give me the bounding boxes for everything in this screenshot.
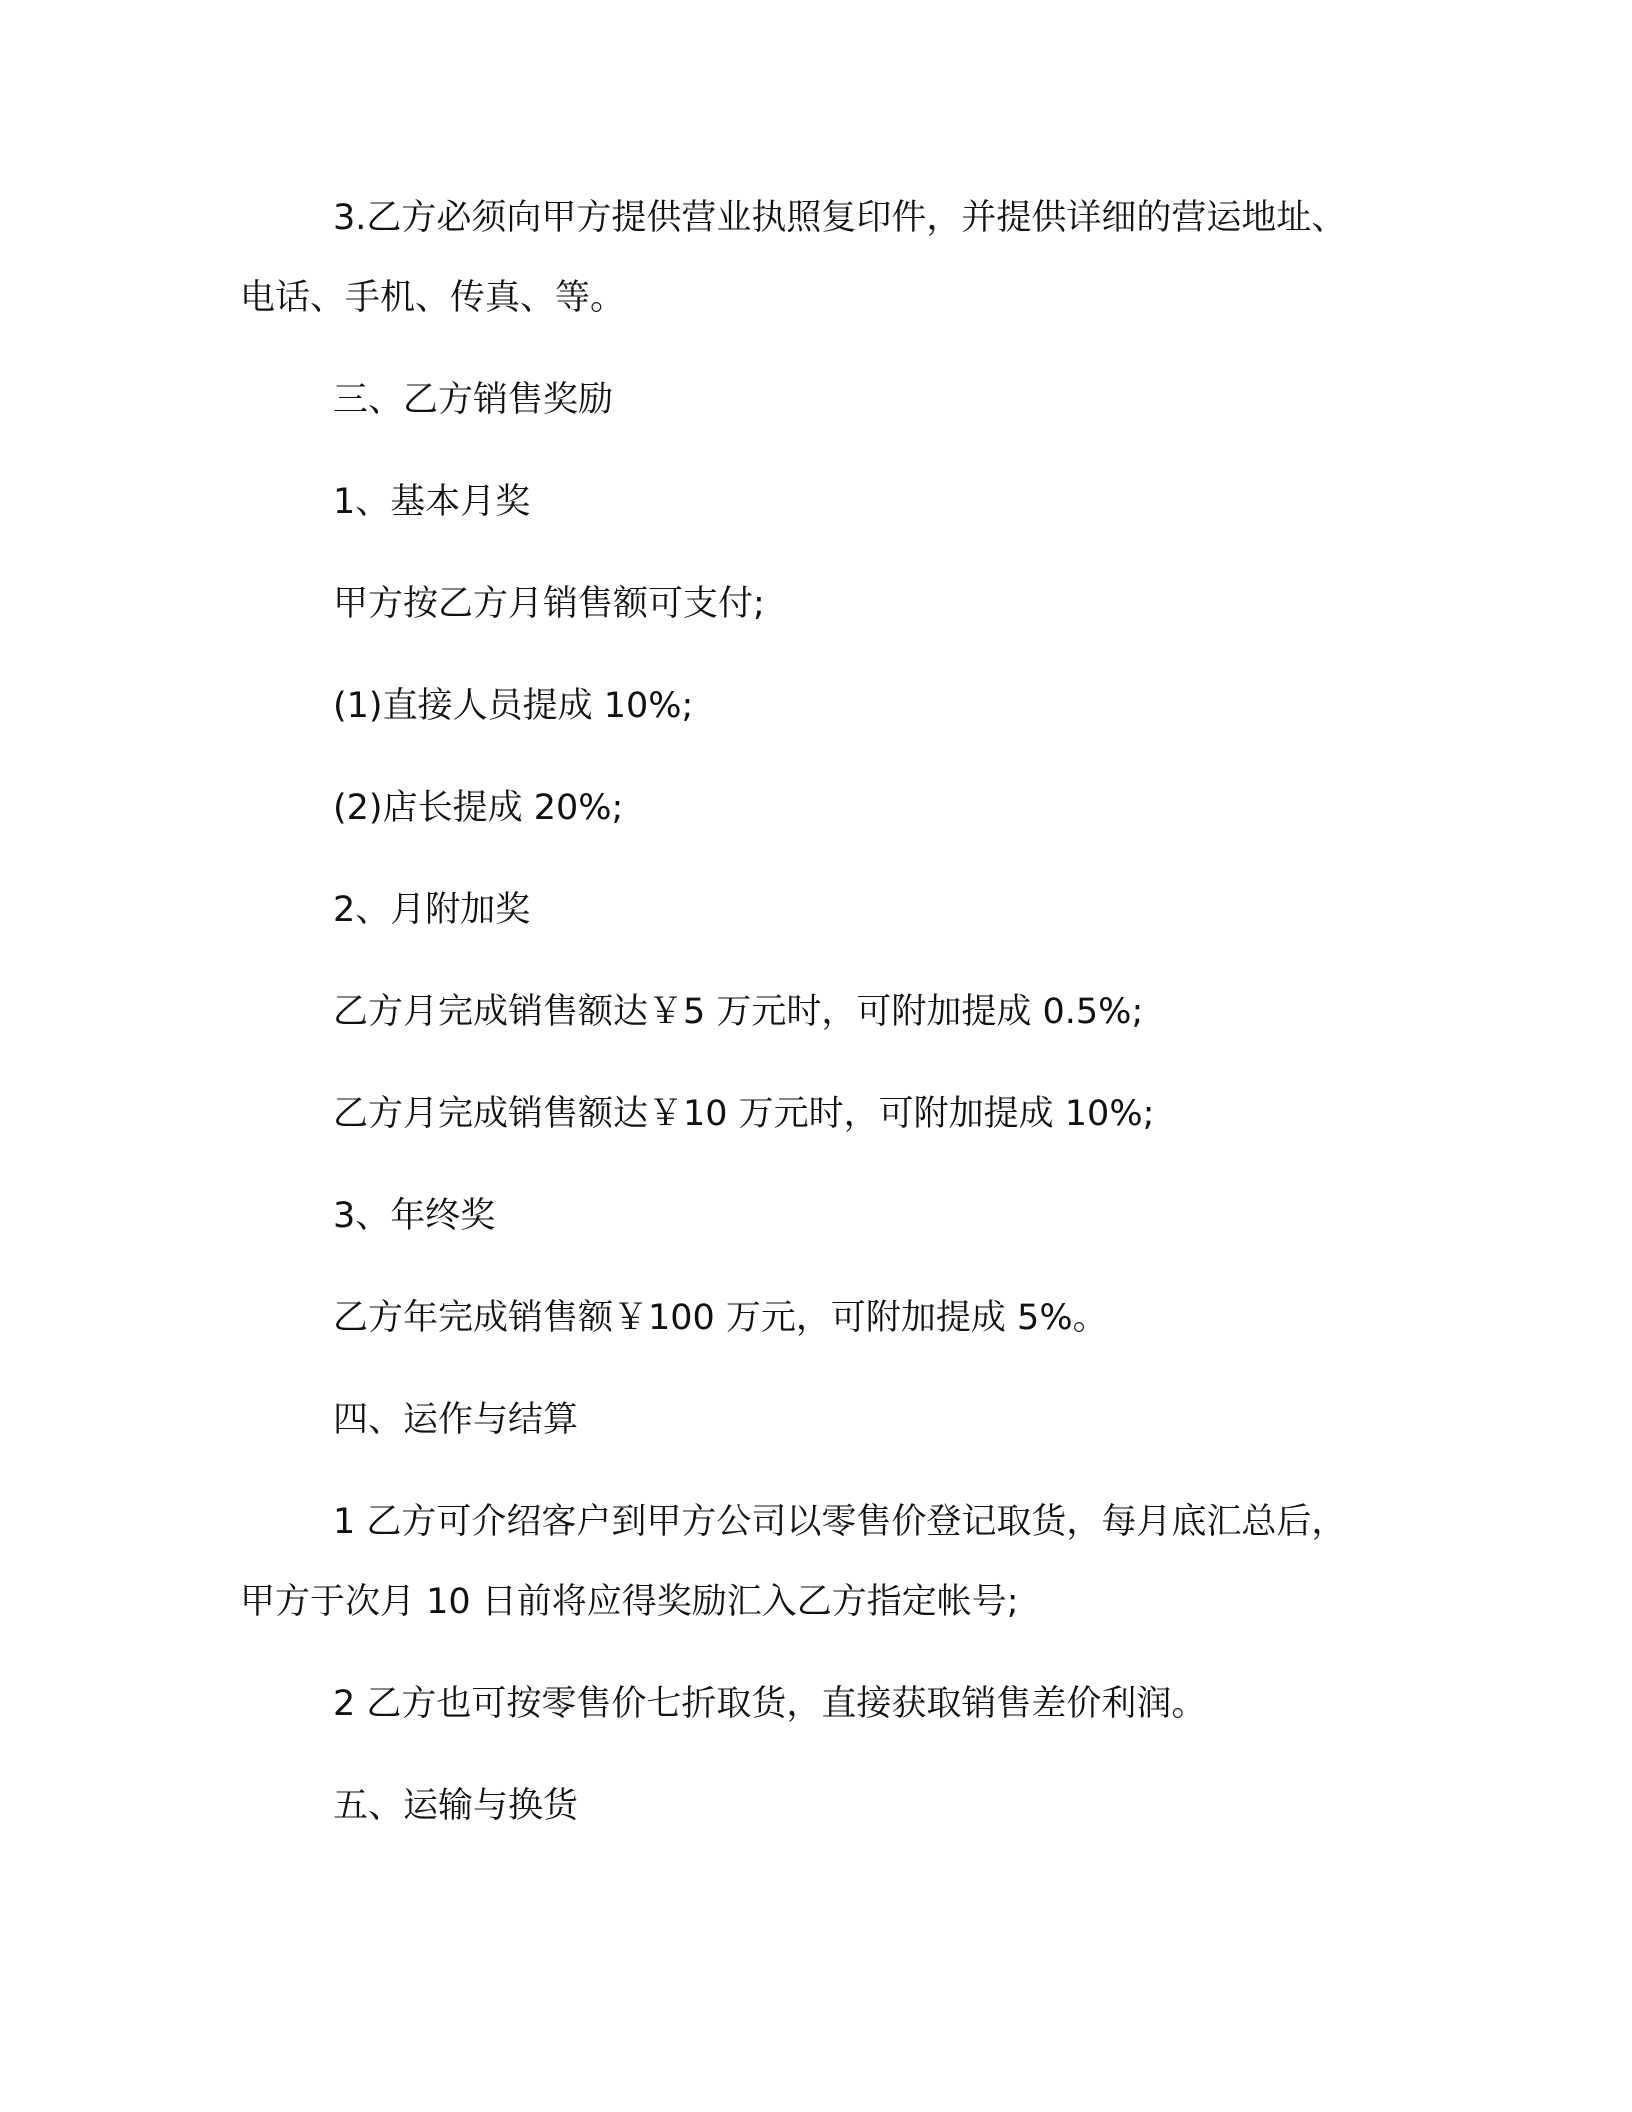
paragraph-bonus-5w: 乙方月完成销售额达￥5 万元时，可附加提成 0.5%; (333, 992, 1144, 1032)
section-heading-sales-reward: 三、乙方销售奖励 (333, 380, 614, 420)
section-heading-operation-settlement: 四、运作与结算 (333, 1400, 579, 1440)
section-heading-transport-exchange: 五、运输与换货 (333, 1786, 579, 1826)
paragraph-line: 3.乙方必须向甲方提供营业执照复印件，并提供详细的营运地址、 (333, 198, 1347, 238)
paragraph-business-license (240, 178, 1400, 338)
paragraph-line: 甲方于次月 10 日前将应得奖励汇入乙方指定帐号; (240, 1582, 1019, 1622)
paragraph-customer-referral (240, 1482, 1400, 1642)
subheading-monthly-bonus: 2、月附加奖 (333, 890, 531, 930)
list-item-store-manager: (2)店长提成 20%; (333, 788, 624, 828)
paragraph-line: 电话、手机、传真、等。 (240, 278, 626, 318)
paragraph-line: 1 乙方可介绍客户到甲方公司以零售价登记取货，每月底汇总后， (333, 1502, 1347, 1542)
paragraph-discount-pickup: 2 乙方也可按零售价七折取货，直接获取销售差价利润。 (333, 1684, 1207, 1724)
paragraph-year-end-bonus: 乙方年完成销售额￥100 万元，可附加提成 5%。 (333, 1298, 1108, 1338)
paragraph-monthly-payment: 甲方按乙方月销售额可支付; (333, 584, 765, 624)
list-item-direct-staff: (1)直接人员提成 10%; (333, 686, 694, 726)
subheading-year-end-bonus: 3、年终奖 (333, 1196, 496, 1236)
subheading-basic-monthly-reward: 1、基本月奖 (333, 482, 531, 522)
paragraph-bonus-10w: 乙方月完成销售额达￥10 万元时，可附加提成 10%; (333, 1094, 1155, 1134)
